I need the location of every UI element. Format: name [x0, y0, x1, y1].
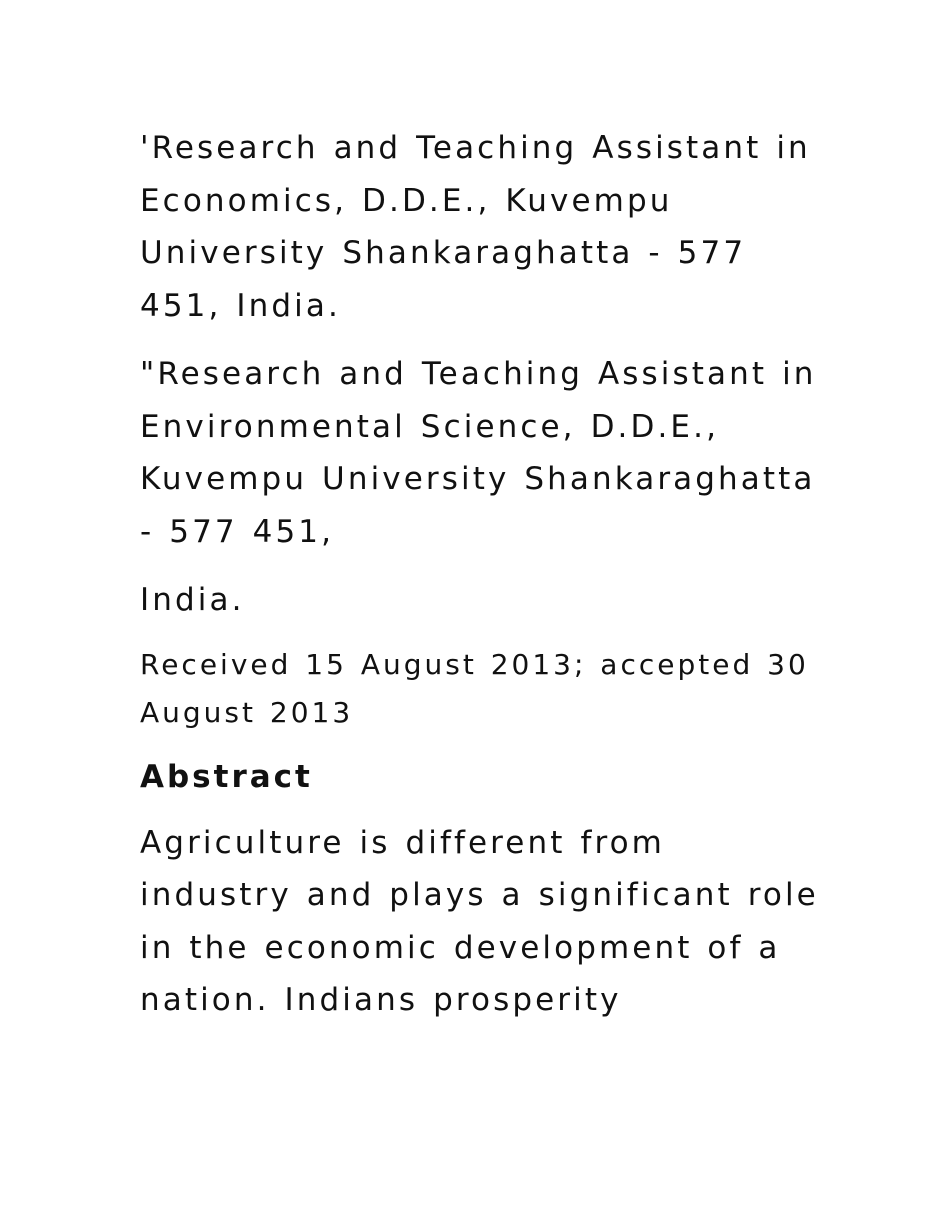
received-accepted-dates: Received 15 August 2013; accepted 30 August 2013 [140, 647, 809, 729]
abstract-heading: Abstract [140, 758, 313, 795]
affiliation-economics: 'Research and Teaching Assistant in Economics, D.D.E., Kuvempu University Shankaraghatta - 577 451, India. [140, 130, 811, 324]
affiliation-country: India. [140, 582, 245, 618]
affiliation-environmental-science: "Research and Teaching Assistant in Environmental Science, D.D.E., Kuvempu University Shankaraghatta - 577 451, [140, 356, 817, 550]
paper-page [140, 122, 830, 1027]
abstract-text: Agriculture is different from industry and plays a significant role in the economic development of a nation. Indians prosperity [140, 824, 819, 1018]
